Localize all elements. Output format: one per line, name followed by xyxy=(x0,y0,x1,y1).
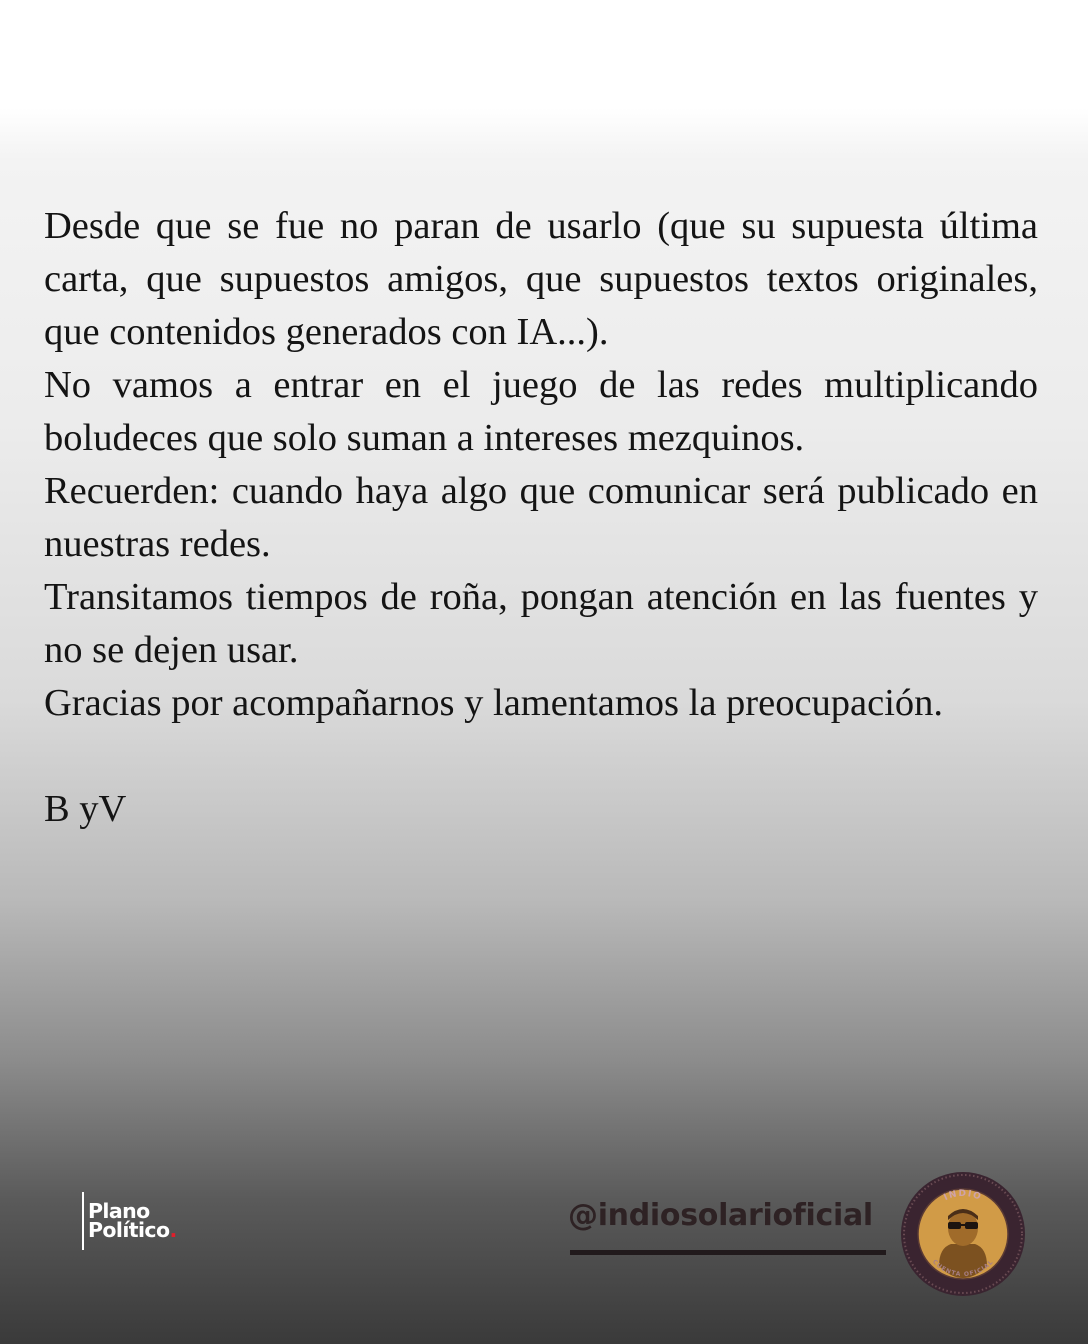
paragraph-2: No vamos a entrar en el juego de las redes multiplicando boludeces que solo suman a intereses mezquinos. xyxy=(44,364,1038,459)
paragraph-4: Transitamos tiempos de roña, pongan atención en las fuentes y no se dejen usar. xyxy=(44,576,1038,671)
paragraph-3: Recuerden: cuando haya algo que comunicar será publicado en nuestras redes. xyxy=(44,470,1038,565)
seal-bottom-text: CUENTA OFICIAL xyxy=(930,1258,996,1279)
brand-red-dot: . xyxy=(169,1218,177,1242)
instagram-handle: @indiosolarioficial xyxy=(568,1198,873,1233)
brand-line-1: Plano xyxy=(88,1199,150,1223)
brand-line-2: Político. xyxy=(88,1218,177,1242)
top-white-band xyxy=(0,0,1088,108)
plano-politico-logo xyxy=(82,1192,177,1250)
signature: B yV xyxy=(44,788,127,830)
paragraph-1: Desde que se fue no paran de usarlo (que su supuesta última carta, que supuestos amigos, que supuestos textos originales, que contenidos generados con IA...). xyxy=(44,205,1038,353)
indio-official-seal-icon xyxy=(899,1170,1027,1298)
paragraph-5: Gracias por acompañarnos y lamentamos la preocupación. xyxy=(44,682,944,724)
seal-top-text: INDIO xyxy=(942,1188,984,1204)
handle-underline xyxy=(570,1250,886,1255)
statement-text xyxy=(44,200,1038,730)
